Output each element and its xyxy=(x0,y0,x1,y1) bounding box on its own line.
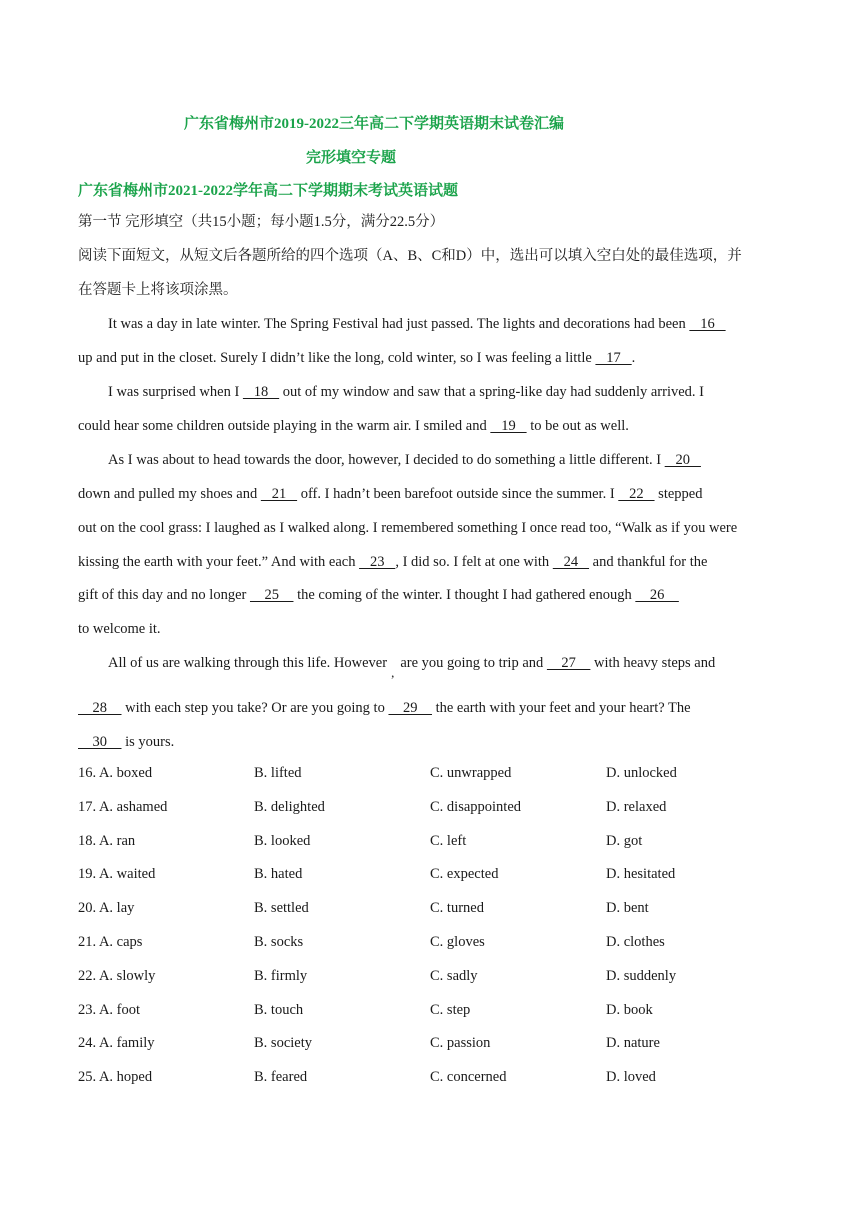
option-d: D. book xyxy=(606,1001,653,1018)
option-d: D. relaxed xyxy=(606,798,667,815)
option-c: C. disappointed xyxy=(430,798,522,815)
blank-20: 20 xyxy=(664,452,701,468)
option-d: D. got xyxy=(606,832,643,849)
option-c: C. turned xyxy=(430,900,484,917)
option-c: C. gloves xyxy=(430,933,485,950)
passage-line: down and pulled my shoes and 21 off. I hadn’t been barefoot outside since the summer. I 22 stepped xyxy=(78,486,703,502)
option-d: D. hesitated xyxy=(606,866,676,883)
option-b: B. looked xyxy=(254,832,311,849)
option-a: 20. A. lay xyxy=(78,900,135,917)
option-b: B. lifted xyxy=(254,765,302,781)
option-b: B. delighted xyxy=(254,798,325,815)
blank-27: 27 xyxy=(546,655,591,671)
option-c: C. unwrapped xyxy=(430,765,512,781)
option-b: B. feared xyxy=(254,1069,308,1086)
blank-24: 24 xyxy=(552,554,590,570)
option-b: B. hated xyxy=(254,866,303,883)
option-a: 21. A. caps xyxy=(78,933,143,950)
passage-line: to welcome it. xyxy=(78,621,161,637)
option-b: B. settled xyxy=(254,900,309,917)
option-d: D. unlocked xyxy=(606,765,677,781)
option-b: B. socks xyxy=(254,933,304,950)
option-a: 25. A. hoped xyxy=(78,1069,153,1086)
option-d: D. nature xyxy=(606,1035,660,1052)
option-c: C. expected xyxy=(430,866,499,883)
instruction-line-2: 在答题卡上将该项涂黑。 xyxy=(78,282,238,298)
passage-line: All of us are walking through this life. However,are you going to trip and 27 with heavy steps and xyxy=(108,655,716,680)
option-c: C. step xyxy=(430,1001,471,1018)
blank-19: 19 xyxy=(490,418,527,434)
option-c: C. passion xyxy=(430,1035,491,1052)
blank-30: 30 xyxy=(78,734,122,750)
instruction-line-1: 阅读下面短文，从短文后各题所给的四个选项（A、B、C和D）中，选出可以填入空白处的最佳选项，并 xyxy=(78,248,742,264)
blank-22: 22 xyxy=(618,486,655,502)
passage-line: kissing the earth with your feet.” And with each 23 , I did so. I felt at one with 24 and thankful for the xyxy=(78,554,708,570)
blank-17: 17 xyxy=(595,350,632,366)
option-b: B. society xyxy=(254,1035,312,1052)
passage-line: gift of this day and no longer 25 the coming of the winter. I thought I had gathered enough 26 xyxy=(78,587,679,603)
option-a: 22. A. slowly xyxy=(78,967,156,984)
blank-25: 25 xyxy=(249,587,294,603)
blank-18: 18 xyxy=(242,384,280,400)
section-heading: 第一节 完形填空（共15小题；每小题1.5分，满分22.5分） xyxy=(78,214,445,230)
blank-28: 28 xyxy=(78,700,122,716)
document-subtitle: 完形填空专题 xyxy=(306,150,397,166)
passage-line: It was a day in late winter. The Spring Festival had just passed. The lights and decorations had been 16 xyxy=(108,316,726,332)
option-a: 17. A. ashamed xyxy=(78,798,168,815)
passage-line: up and put in the closet. Surely I didn’t like the long, cold winter, so I was feeling a little 17 . xyxy=(78,350,636,366)
passage-line: I was surprised when I 18 out of my window and saw that a spring-like day had suddenly arrived. I xyxy=(108,384,704,400)
option-c: C. left xyxy=(430,832,467,849)
exam-title: 广东省梅州市2021-2022学年高二下学期期末考试英语试题 xyxy=(78,183,458,199)
option-d: D. loved xyxy=(606,1069,656,1086)
blank-23: 23 xyxy=(359,554,396,570)
passage-line: 30 is yours. xyxy=(78,734,175,750)
option-a: 18. A. ran xyxy=(78,832,136,849)
option-d: D. bent xyxy=(606,900,649,917)
blank-26: 26 xyxy=(635,587,679,603)
passage-line: could hear some children outside playing in the warm air. I smiled and 19 to be out as well. xyxy=(78,418,629,434)
blank-16: 16 xyxy=(689,316,726,332)
option-b: B. firmly xyxy=(254,967,308,984)
option-b: B. touch xyxy=(254,1001,304,1018)
passage-line: 28 with each step you take? Or are you going to 29 the earth with your feet and your heart? The xyxy=(78,700,691,716)
blank-21: 21 xyxy=(260,486,298,502)
option-d: D. clothes xyxy=(606,933,665,950)
option-a: 16. A. boxed xyxy=(78,765,153,781)
passage-line: As I was about to head towards the door, however, I decided to do something a little different. I 20 xyxy=(108,452,701,468)
document-title: 广东省梅州市2019-2022三年高二下学期英语期末试卷汇编 xyxy=(184,116,564,132)
option-a: 19. A. waited xyxy=(78,866,156,883)
option-c: C. concerned xyxy=(430,1069,507,1086)
passage-line: out on the cool grass: I laughed as I walked along. I remembered something I once read too, “Walk as if you were xyxy=(78,520,738,536)
blank-29: 29 xyxy=(388,700,432,716)
option-a: 24. A. family xyxy=(78,1035,155,1052)
option-d: D. suddenly xyxy=(606,967,677,984)
option-a: 23. A. foot xyxy=(78,1001,141,1018)
option-c: C. sadly xyxy=(430,967,478,984)
